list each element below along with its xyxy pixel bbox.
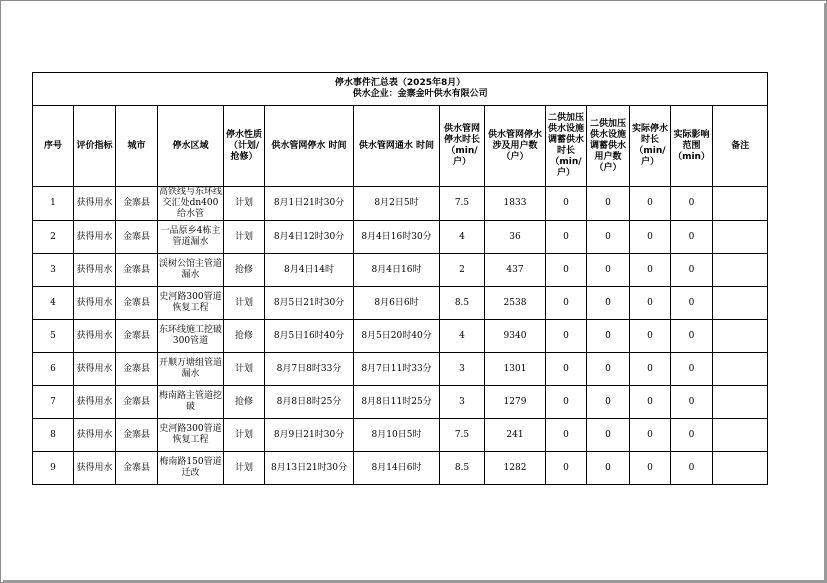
cell-remark xyxy=(713,287,768,320)
cell-indicator: 获得用水 xyxy=(74,187,116,221)
cell-duration: 3 xyxy=(440,353,485,386)
cell-nature: 计划 xyxy=(224,287,265,320)
cell-no: 1 xyxy=(33,187,74,221)
cell-area: 渓树公馆主管道漏水 xyxy=(158,254,224,287)
cell-actual-range: 0 xyxy=(671,419,713,452)
cell-no: 9 xyxy=(33,452,74,485)
cell-restore-time: 8月6日6时 xyxy=(354,287,440,320)
cell-indicator: 获得用水 xyxy=(74,419,116,452)
cell-secondary-users: 0 xyxy=(587,221,630,254)
outage-summary-table xyxy=(32,72,768,485)
table-row xyxy=(33,221,768,254)
cell-indicator: 获得用水 xyxy=(74,287,116,320)
cell-users: 1282 xyxy=(485,452,546,485)
cell-secondary-users: 0 xyxy=(587,386,630,419)
cell-actual-duration: 0 xyxy=(630,221,671,254)
cell-duration: 4 xyxy=(440,221,485,254)
table-row xyxy=(33,353,768,386)
cell-users: 241 xyxy=(485,419,546,452)
column-header: 供水管网通水 时间 xyxy=(354,106,440,187)
cell-duration: 3 xyxy=(440,386,485,419)
cell-stop-time: 8月13日21时30分 xyxy=(265,452,354,485)
cell-city: 金寨县 xyxy=(116,254,158,287)
column-header: 停水区域 xyxy=(158,106,224,187)
cell-nature: 抢修 xyxy=(224,254,265,287)
cell-stop-time: 8月7日8时33分 xyxy=(265,353,354,386)
cell-nature: 计划 xyxy=(224,419,265,452)
table-row xyxy=(33,386,768,419)
cell-nature: 抢修 xyxy=(224,320,265,353)
cell-actual-range: 0 xyxy=(671,287,713,320)
cell-restore-time: 8月5日20时40分 xyxy=(354,320,440,353)
cell-area: 梅南路150管道迁改 xyxy=(158,452,224,485)
cell-users: 1279 xyxy=(485,386,546,419)
cell-secondary-duration: 0 xyxy=(546,419,587,452)
cell-area: 史河路300管道恢复工程 xyxy=(158,419,224,452)
cell-users: 1833 xyxy=(485,187,546,221)
cell-nature: 计划 xyxy=(224,221,265,254)
cell-actual-range: 0 xyxy=(671,386,713,419)
cell-area: 史河路300管道恢复工程 xyxy=(158,287,224,320)
cell-indicator: 获得用水 xyxy=(74,353,116,386)
cell-users: 437 xyxy=(485,254,546,287)
cell-actual-range: 0 xyxy=(671,254,713,287)
cell-secondary-duration: 0 xyxy=(546,221,587,254)
cell-duration: 2 xyxy=(440,254,485,287)
cell-no: 8 xyxy=(33,419,74,452)
cell-nature: 计划 xyxy=(224,353,265,386)
table-row xyxy=(33,287,768,320)
cell-city: 金寨县 xyxy=(116,187,158,221)
cell-indicator: 获得用水 xyxy=(74,221,116,254)
table-row xyxy=(33,419,768,452)
cell-actual-duration: 0 xyxy=(630,419,671,452)
column-header: 二供加压供水设施调蓄供水用户数（户） xyxy=(587,106,630,187)
cell-actual-range: 0 xyxy=(671,221,713,254)
cell-restore-time: 8月4日16时30分 xyxy=(354,221,440,254)
cell-actual-duration: 0 xyxy=(630,353,671,386)
cell-restore-time: 8月10日5时 xyxy=(354,419,440,452)
column-header: 序号 xyxy=(33,106,74,187)
cell-secondary-users: 0 xyxy=(587,452,630,485)
cell-secondary-users: 0 xyxy=(587,254,630,287)
cell-stop-time: 8月1日21时30分 xyxy=(265,187,354,221)
cell-area: 高铁线与东环线交汇处dn400给水管 xyxy=(159,187,223,219)
table-row xyxy=(33,320,768,353)
cell-restore-time: 8月4日16时 xyxy=(354,254,440,287)
column-header: 备注 xyxy=(713,106,768,187)
column-header: 供水管网停水时长（min/户） xyxy=(440,106,485,187)
cell-actual-range: 0 xyxy=(671,320,713,353)
cell-no: 6 xyxy=(33,353,74,386)
table-row xyxy=(33,187,768,221)
cell-duration: 7.5 xyxy=(440,419,485,452)
cell-secondary-duration: 0 xyxy=(546,287,587,320)
cell-remark xyxy=(713,221,768,254)
cell-users: 36 xyxy=(485,221,546,254)
table-row xyxy=(33,254,768,287)
cell-duration: 8.5 xyxy=(440,287,485,320)
cell-area: 梅南路主管道挖破 xyxy=(158,386,224,419)
cell-nature: 抢修 xyxy=(224,386,265,419)
cell-remark xyxy=(713,353,768,386)
cell-area: 开顺万塘组管道漏水 xyxy=(158,353,224,386)
cell-actual-duration: 0 xyxy=(630,287,671,320)
report-title: 停水事件汇总表（2025年8月） xyxy=(334,78,466,88)
cell-nature: 计划 xyxy=(224,187,265,221)
cell-remark xyxy=(713,452,768,485)
cell-stop-time: 8月8日8时25分 xyxy=(265,386,354,419)
cell-stop-time: 8月9日21时30分 xyxy=(265,419,354,452)
cell-indicator: 获得用水 xyxy=(74,254,116,287)
cell-restore-time: 8月7日11时33分 xyxy=(354,353,440,386)
cell-secondary-duration: 0 xyxy=(546,254,587,287)
cell-actual-range: 0 xyxy=(671,452,713,485)
cell-city: 金寨县 xyxy=(116,221,158,254)
cell-indicator: 获得用水 xyxy=(74,320,116,353)
column-header: 城市 xyxy=(116,106,158,187)
cell-restore-time: 8月14日6时 xyxy=(354,452,440,485)
supplier-name: 供水企业：金寨金叶供水有限公司 xyxy=(352,89,488,99)
cell-city: 金寨县 xyxy=(116,452,158,485)
cell-secondary-users: 0 xyxy=(587,287,630,320)
cell-stop-time: 8月4日14时 xyxy=(265,254,354,287)
cell-secondary-duration: 0 xyxy=(546,187,587,221)
cell-stop-time: 8月5日16时40分 xyxy=(265,320,354,353)
cell-actual-duration: 0 xyxy=(630,452,671,485)
column-header: 实际影响范围（min） xyxy=(671,106,713,187)
cell-city: 金寨县 xyxy=(116,386,158,419)
cell-nature: 计划 xyxy=(224,452,265,485)
column-header: 供水管网停水 时间 xyxy=(265,106,354,187)
cell-secondary-duration: 0 xyxy=(546,452,587,485)
cell-secondary-duration: 0 xyxy=(546,320,587,353)
cell-duration: 4 xyxy=(440,320,485,353)
cell-secondary-duration: 0 xyxy=(546,353,587,386)
cell-indicator: 获得用水 xyxy=(74,452,116,485)
report-header xyxy=(33,73,768,106)
cell-remark xyxy=(713,187,768,221)
cell-secondary-duration: 0 xyxy=(546,386,587,419)
cell-no: 4 xyxy=(33,287,74,320)
cell-actual-duration: 0 xyxy=(630,254,671,287)
cell-city: 金寨县 xyxy=(116,287,158,320)
cell-remark xyxy=(713,254,768,287)
cell-secondary-users: 0 xyxy=(587,187,630,221)
cell-remark xyxy=(713,320,768,353)
cell-city: 金寨县 xyxy=(116,320,158,353)
cell-actual-duration: 0 xyxy=(630,320,671,353)
column-header: 二供加压供水设施调蓄供水时长（min/户） xyxy=(546,106,587,187)
cell-duration: 8.5 xyxy=(440,452,485,485)
cell-actual-range: 0 xyxy=(671,187,713,221)
cell-no: 3 xyxy=(33,254,74,287)
cell-remark xyxy=(713,386,768,419)
cell-city: 金寨县 xyxy=(116,353,158,386)
cell-users: 2538 xyxy=(485,287,546,320)
cell-actual-duration: 0 xyxy=(630,386,671,419)
column-header: 实际停水时长（min/户） xyxy=(630,106,671,187)
cell-stop-time: 8月4日12时30分 xyxy=(265,221,354,254)
table-row xyxy=(33,452,768,485)
cell-duration: 7.5 xyxy=(440,187,485,221)
cell-secondary-users: 0 xyxy=(587,320,630,353)
cell-restore-time: 8月8日11时25分 xyxy=(354,386,440,419)
cell-actual-duration: 0 xyxy=(630,187,671,221)
column-header: 供水管网停水涉及用户数（户） xyxy=(485,106,546,187)
cell-secondary-users: 0 xyxy=(587,353,630,386)
cell-users: 1301 xyxy=(485,353,546,386)
cell-secondary-users: 0 xyxy=(587,419,630,452)
column-header: 停水性质（计划/抢修） xyxy=(224,106,265,187)
cell-users: 9340 xyxy=(485,320,546,353)
cell-remark xyxy=(713,419,768,452)
cell-no: 2 xyxy=(33,221,74,254)
cell-stop-time: 8月5日21时30分 xyxy=(265,287,354,320)
cell-no: 5 xyxy=(33,320,74,353)
cell-actual-range: 0 xyxy=(671,353,713,386)
column-header: 评价指标 xyxy=(74,106,116,187)
cell-area: 一品原乡4栋主管道漏水 xyxy=(158,221,224,254)
cell-indicator: 获得用水 xyxy=(74,386,116,419)
cell-area: 东环线施工挖破300管道 xyxy=(158,320,224,353)
cell-no: 7 xyxy=(33,386,74,419)
cell-restore-time: 8月2日5时 xyxy=(354,187,440,221)
cell-city: 金寨县 xyxy=(116,419,158,452)
